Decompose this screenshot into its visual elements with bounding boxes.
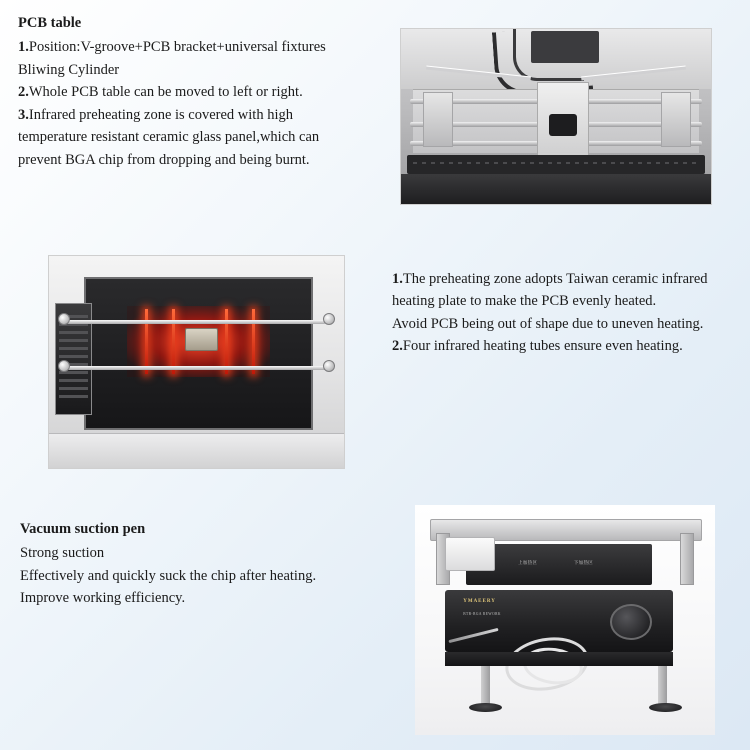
vacuum-pen-line-2: Effectively and quickly suck the chip after heating. — [20, 567, 317, 584]
preheating-text-block — [392, 268, 740, 358]
preheating-line-2: Avoid PCB being out of shape due to uneven heating. — [392, 315, 704, 332]
infrared-heating-tube-3 — [225, 309, 228, 374]
machine-front-bar — [407, 155, 705, 174]
side-control-box — [445, 537, 495, 571]
machine-leg-left — [481, 666, 490, 705]
machine-lower-frame — [49, 433, 344, 468]
vacuum-pen-text-block — [20, 518, 350, 610]
pcb-table-line-4 — [18, 104, 348, 171]
universal-fixture-left — [423, 92, 453, 147]
machine-foot-right — [649, 703, 682, 712]
upper-heating-label: 上加热区 — [518, 559, 538, 565]
pcb-table-line-1 — [18, 36, 348, 58]
vacuum-pen-line-3: Improve working efficiency. — [20, 590, 186, 607]
bga-chip — [185, 328, 218, 351]
infrared-heating-tube-4 — [252, 309, 255, 374]
adjust-knob-2 — [58, 360, 70, 372]
pcb-table-line-1-number: 1. — [18, 39, 29, 56]
preheating-line-3-number: 2. — [392, 338, 403, 355]
lower-heating-label: 下加热区 — [573, 559, 594, 565]
carrier-knob — [549, 114, 577, 136]
pcb-table-line-3-text: Whole PCB table can be moved to left or right. — [28, 84, 303, 101]
vacuum-pen-line-1: Strong suction — [20, 545, 105, 562]
pcb-table-photo-inner — [401, 29, 711, 204]
vacuum-pen-heading: Vacuum suction pen — [20, 521, 146, 537]
preheating-line-1-text: The preheating zone adopts Taiwan ceramic infrared heating plate to make the PCB evenly heated. — [392, 271, 708, 310]
preheating-line-1 — [392, 268, 740, 313]
universal-fixture-right — [661, 92, 691, 147]
support-rod-lower — [67, 366, 327, 370]
pcb-table-photo — [400, 28, 712, 205]
machine-base-plate — [445, 652, 673, 666]
brand-label: YMAEERY — [463, 598, 496, 604]
machine-base — [401, 174, 711, 204]
pcb-table-line-1-text: Position:V-groove+PCB bracket+universal fixtures — [28, 39, 326, 56]
preheating-line-1-number: 1. — [392, 271, 403, 287]
model-label: BTB-BGA REWORK — [463, 612, 501, 617]
pcb-table-line-3-number: 2. — [18, 84, 29, 101]
preheating-line-3-text: Four infrared heating tubes ensure even heating. — [402, 338, 683, 355]
vacuum-pen-photo-inner — [415, 505, 715, 735]
pcb-table-text-block — [18, 12, 348, 171]
pcb-table-line-4-number: 3. — [18, 106, 29, 123]
preheating-zone-photo — [48, 255, 345, 469]
adjust-knob-4 — [323, 360, 335, 372]
machine-top-panel — [531, 31, 599, 63]
infrared-heating-tube-2 — [172, 309, 175, 374]
preheating-line-3 — [392, 335, 740, 357]
vacuum-pen-photo — [415, 505, 715, 735]
adjust-knob-1 — [58, 313, 70, 325]
pcb-table-line-2: Bliwing Cylinder — [18, 61, 120, 78]
preheating-cabinet — [84, 277, 312, 429]
support-rod-upper — [67, 320, 327, 324]
pcb-table-heading: PCB table — [18, 15, 82, 31]
machine-leg-right — [658, 666, 667, 705]
control-dial — [610, 604, 653, 640]
infrared-heating-tube-1 — [145, 309, 148, 374]
pcb-table-line-3 — [18, 81, 348, 103]
frame-post-right — [680, 533, 694, 586]
preheating-zone-photo-inner — [49, 256, 344, 468]
machine-foot-left — [469, 703, 502, 712]
pcb-table-line-4-text: Infrared preheating zone is covered with high temperature resistant ceramic glass panel,which can prevent BGA chip from dropping and being burnt. — [18, 106, 320, 168]
